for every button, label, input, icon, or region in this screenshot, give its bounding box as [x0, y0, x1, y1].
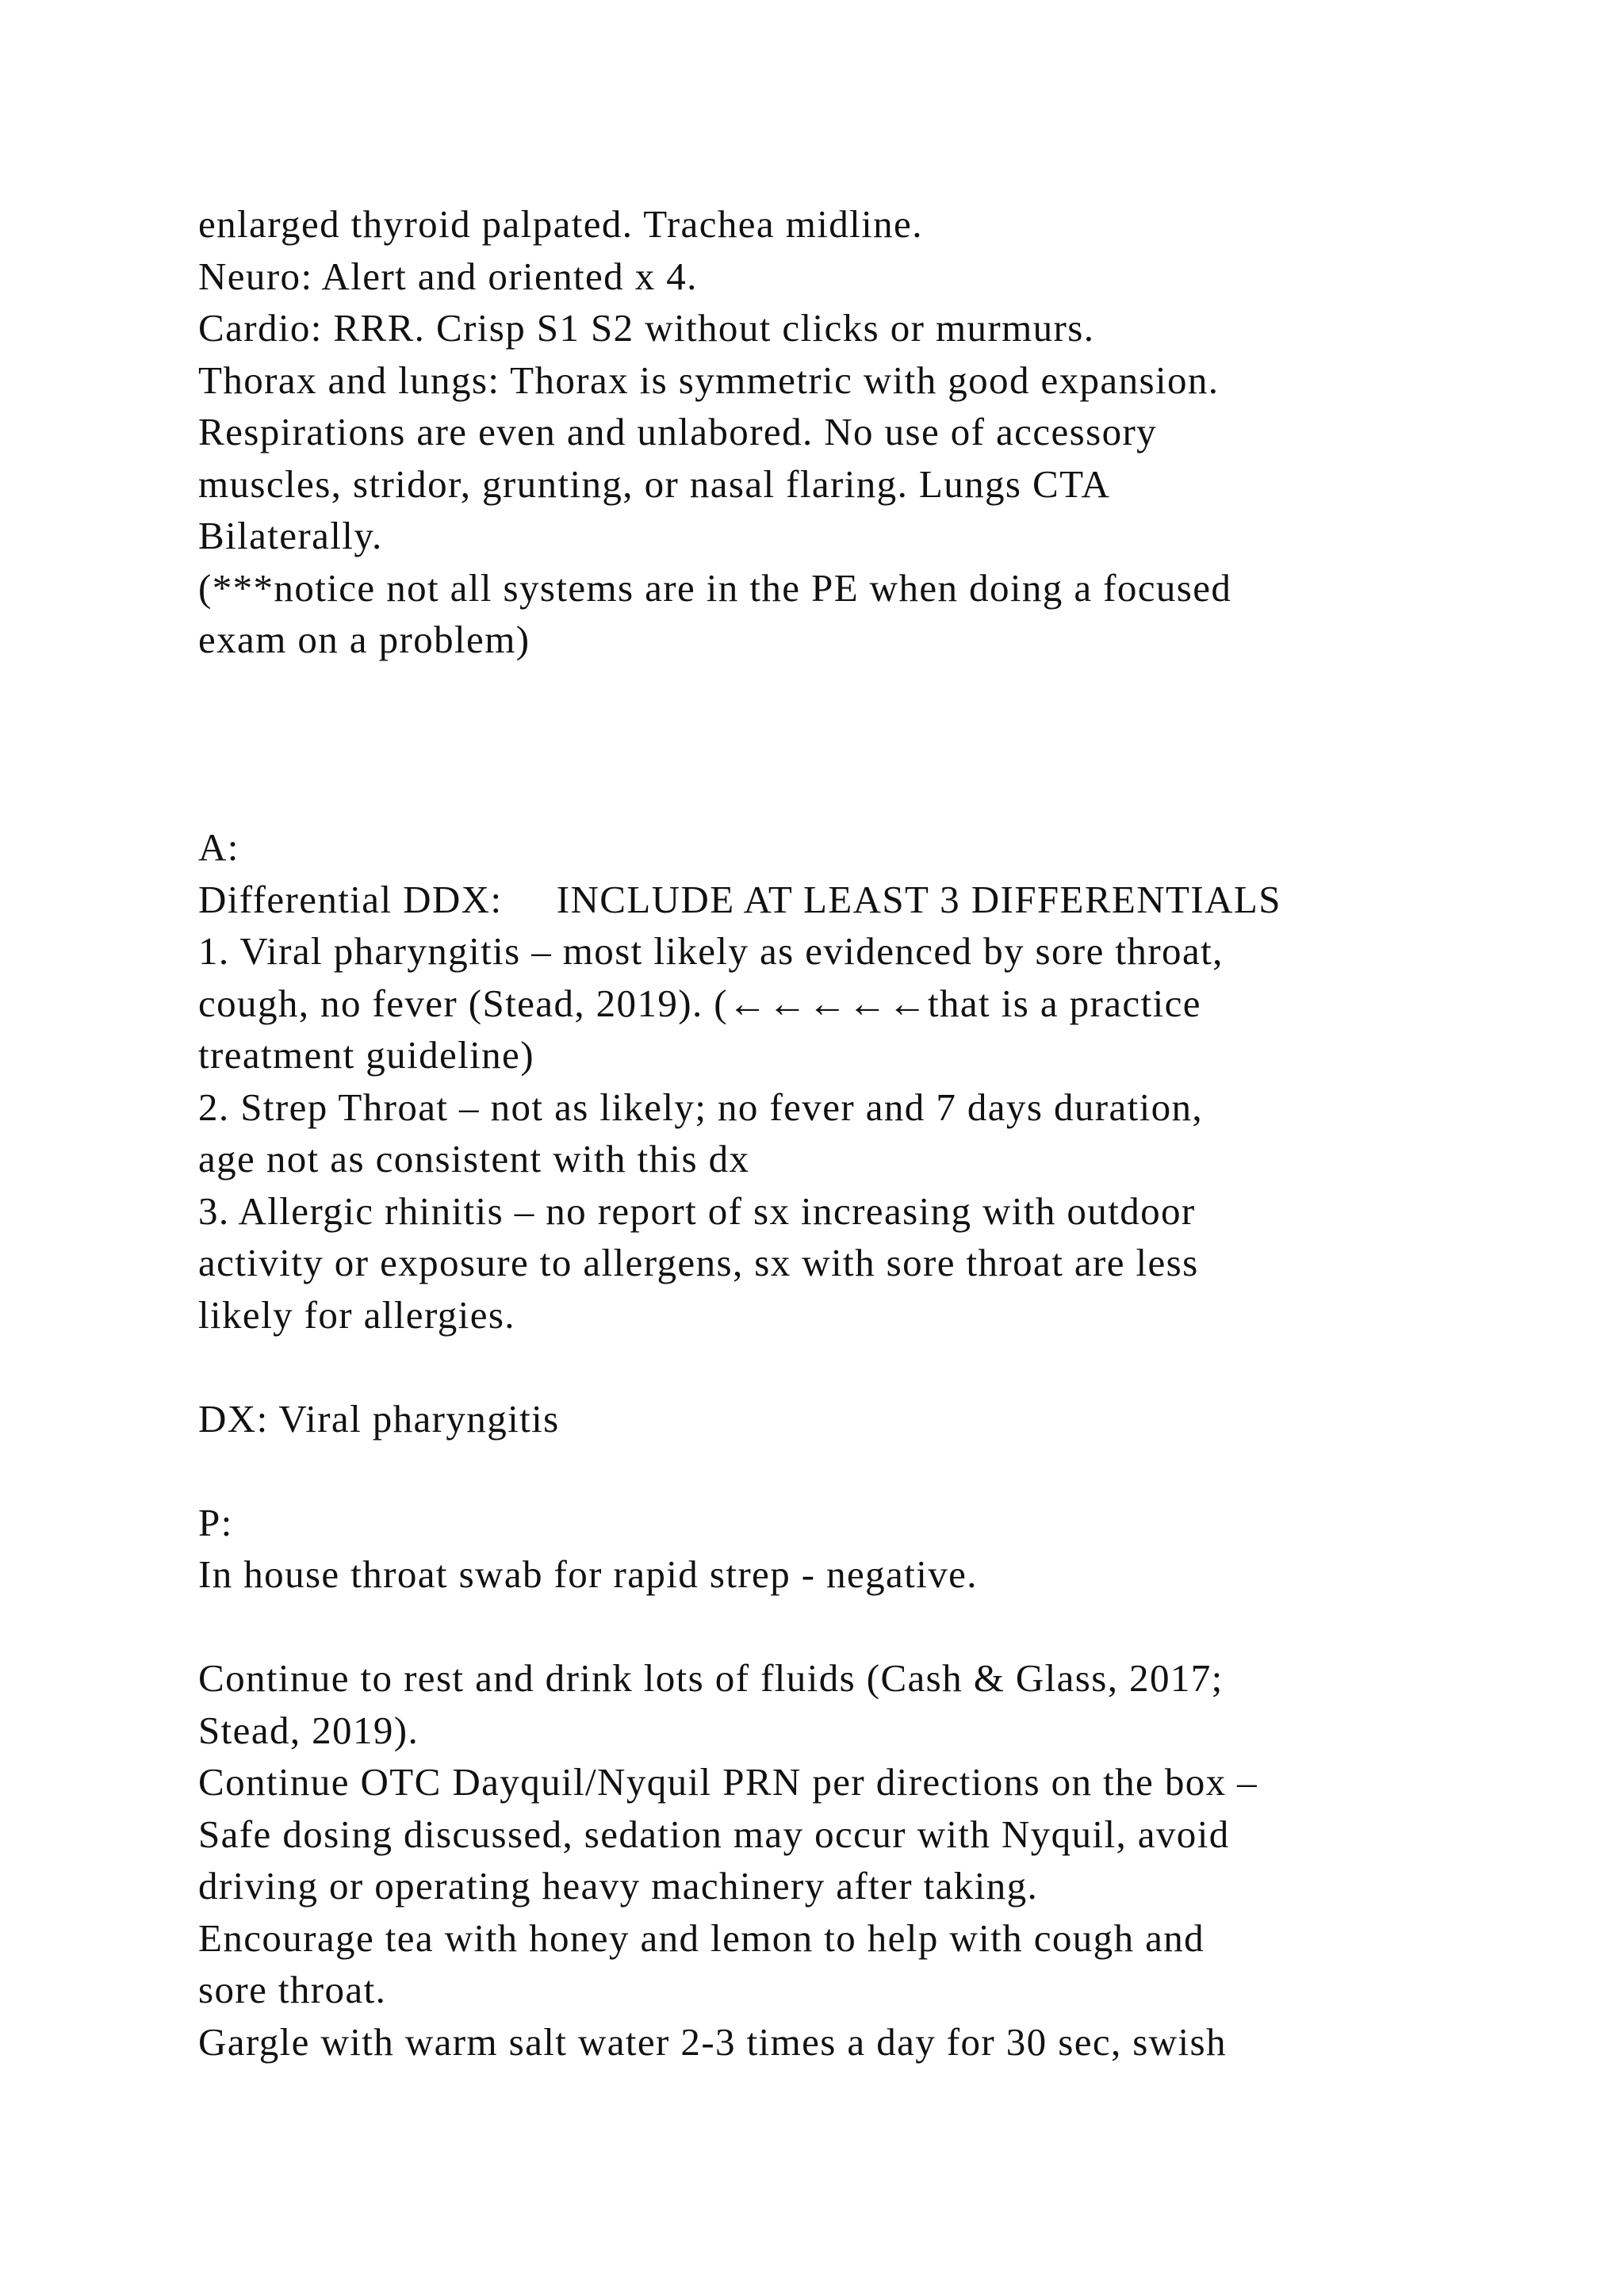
text-line: (***notice not all systems are in the PE when doing a focused: [198, 565, 1232, 610]
text-line: Safe dosing discussed, sedation may occur with Nyquil, avoid: [198, 1812, 1230, 1856]
text-line: 1. Viral pharyngitis – most likely as evidenced by sore throat,: [198, 929, 1224, 973]
document-body: [198, 198, 1507, 2068]
text-line: Stead, 2019).: [198, 1708, 419, 1752]
blank-line: [198, 770, 1507, 822]
blank-line: [198, 666, 1507, 718]
text-line: 3. Allergic rhinitis – no report of sx increasing with outdoor: [198, 1188, 1196, 1233]
text-line: sore throat.: [198, 1968, 387, 2011]
text-line: Cardio: RRR. Crisp S1 S2 without clicks or murmurs.: [198, 306, 1095, 350]
text-line: Respirations are even and unlabored. No use of accessory: [198, 410, 1158, 453]
text-line: Neuro: Alert and oriented x 4.: [198, 254, 698, 298]
text-line: 2. Strep Throat – not as likely; no fever and 7 days duration,: [198, 1085, 1204, 1129]
text-line: Continue OTC Dayquil/Nyquil PRN per directions on the box –: [198, 1760, 1258, 1804]
text-line: Differential DDX: INCLUDE AT LEAST 3 DIFFERENTIALS: [198, 877, 1281, 921]
text-line: age not as consistent with this dx: [198, 1137, 750, 1181]
text-line: treatment guideline): [198, 1033, 534, 1077]
text-line: Encourage tea with honey and lemon to help with cough and: [198, 1915, 1205, 1960]
text-line: muscles, stridor, grunting, or nasal flaring. Lungs CTA: [198, 461, 1111, 506]
text-line: enlarged thyroid palpated. Trachea midline.: [198, 202, 923, 246]
text-line: activity or exposure to allergens, sx with sore throat are less: [198, 1241, 1199, 1284]
text-line: Continue to rest and drink lots of fluids (Cash & Glass, 2017;: [198, 1656, 1224, 1700]
blank-line: [198, 1445, 1507, 1497]
section-heading-plan: P:: [198, 1500, 233, 1544]
blank-line: [198, 718, 1507, 770]
text-line: driving or operating heavy machinery after taking.: [198, 1864, 1039, 1908]
blank-line: [198, 1601, 1507, 1653]
section-heading-assessment: A:: [198, 825, 239, 869]
text-line: likely for allergies.: [198, 1292, 515, 1337]
text-line: Gargle with warm salt water 2-3 times a day for 30 sec, swish: [198, 2019, 1227, 2064]
text-line: In house throat swab for rapid strep - negative.: [198, 1552, 978, 1596]
diagnosis-line: DX: Viral pharyngitis: [198, 1396, 560, 1441]
text-line: exam on a problem): [198, 618, 530, 661]
text-line: cough, no fever (Stead, 2019). (←←←←←that is a practice: [198, 981, 1201, 1025]
text-line: Bilaterally.: [198, 514, 383, 557]
text-line: Thorax and lungs: Thorax is symmetric with good expansion.: [198, 358, 1220, 402]
blank-line: [198, 1341, 1507, 1393]
